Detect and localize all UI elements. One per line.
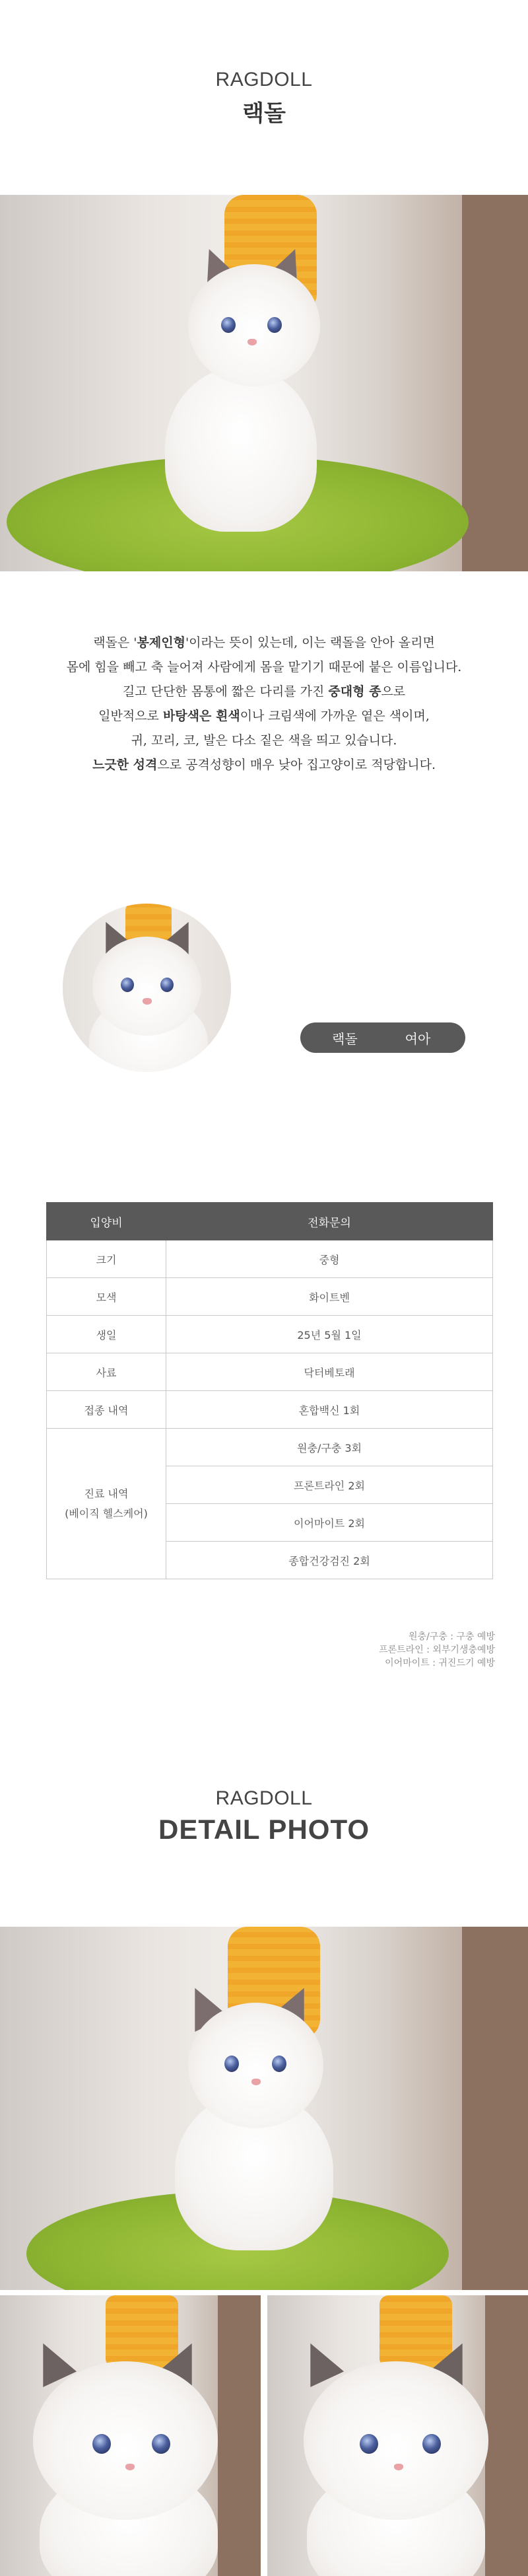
description-text: 랙돌은 ' bbox=[93, 635, 137, 650]
row-label: 사료 bbox=[47, 1353, 166, 1391]
description-line bbox=[0, 704, 528, 729]
description-line bbox=[0, 631, 528, 655]
hero-cat-photo bbox=[0, 195, 528, 571]
row-value: 혼합백신 1회 bbox=[166, 1391, 493, 1429]
description-emphasis: 바탕색은 흰색 bbox=[162, 709, 240, 723]
care-item: 원충/구충 3회 bbox=[166, 1429, 493, 1466]
description-text: 귀, 꼬리, 코, 발은 다소 짙은 색을 띄고 있습니다. bbox=[131, 733, 397, 748]
breed-description bbox=[0, 631, 528, 777]
header-kor-title: 랙돌 bbox=[242, 100, 286, 127]
sex-label: 여아 bbox=[405, 1030, 431, 1047]
description-text: 이나 크림색에 가까운 옅은 색이며, bbox=[240, 709, 430, 723]
breed-label: 랙돌 bbox=[332, 1030, 358, 1047]
care-history-title: 진료 내역 bbox=[84, 1487, 129, 1500]
table-row bbox=[47, 1240, 493, 1278]
description-line bbox=[0, 729, 528, 753]
detail-photo-left bbox=[0, 2295, 261, 2576]
detail-photo-header bbox=[0, 1787, 528, 1845]
profile-cat-photo bbox=[63, 904, 231, 1072]
row-label: 크기 bbox=[47, 1240, 166, 1278]
row-value: 중형 bbox=[166, 1240, 493, 1278]
row-value: 화이트벤 bbox=[166, 1278, 493, 1316]
row-label: 생일 bbox=[47, 1316, 166, 1353]
care-item: 프론트라인 2회 bbox=[166, 1466, 493, 1504]
description-line bbox=[0, 655, 528, 680]
table-row bbox=[47, 1316, 493, 1353]
note-line: 프론트라인 : 외부기생충예방 bbox=[379, 1645, 495, 1655]
adoption-fee-value: 전화문의 bbox=[166, 1203, 493, 1240]
detail-eng-small: RAGDOLL bbox=[215, 1787, 313, 1809]
description-text: 몸에 힘을 빼고 축 늘어져 사람에게 몸을 맡기기 때문에 붙은 이름입니다. bbox=[66, 660, 462, 674]
table-row bbox=[47, 1429, 493, 1466]
description-emphasis: 느긋한 성격 bbox=[92, 758, 158, 772]
description-text: 으로 공격성향이 매우 낮아 집고양이로 적당합니다. bbox=[157, 758, 436, 772]
care-history-subtitle: (베이직 헬스케어) bbox=[65, 1507, 148, 1520]
description-line bbox=[0, 753, 528, 777]
table-row bbox=[47, 1353, 493, 1391]
description-text: 일반적으로 bbox=[98, 709, 163, 723]
row-value: 25년 5월 1일 bbox=[166, 1316, 493, 1353]
description-text: 으로 bbox=[381, 684, 406, 699]
row-label: 접종 내역 bbox=[47, 1391, 166, 1429]
table-row bbox=[47, 1278, 493, 1316]
care-history-label bbox=[47, 1429, 166, 1579]
page-header bbox=[0, 69, 528, 127]
detail-eng-big: DETAIL PHOTO bbox=[158, 1814, 370, 1845]
header-eng-title: RAGDOLL bbox=[215, 69, 313, 90]
note-line: 이어마이트 : 귀진드기 예방 bbox=[385, 1658, 495, 1668]
detail-photo-main bbox=[0, 1927, 528, 2290]
row-value: 닥터베토래 bbox=[166, 1353, 493, 1391]
description-emphasis: 봉제인형 bbox=[137, 635, 185, 650]
breed-sex-badge bbox=[300, 1022, 465, 1053]
description-emphasis: 중대형 종 bbox=[328, 684, 381, 699]
row-label: 모색 bbox=[47, 1278, 166, 1316]
note-line: 원충/구충 : 구충 예방 bbox=[409, 1631, 495, 1642]
table-row bbox=[47, 1391, 493, 1429]
care-item: 종합건강검진 2회 bbox=[166, 1542, 493, 1579]
table-header-row bbox=[47, 1203, 493, 1240]
description-text: 길고 단단한 몸통에 짧은 다리를 가진 bbox=[122, 684, 329, 699]
description-text: '이라는 뜻이 있는데, 이는 랙돌을 안아 올리면 bbox=[185, 635, 435, 650]
adoption-info-table bbox=[46, 1202, 493, 1579]
adoption-fee-label: 입양비 bbox=[47, 1203, 166, 1240]
detail-photo-right bbox=[267, 2295, 528, 2576]
care-item: 이어마이트 2회 bbox=[166, 1504, 493, 1542]
description-line bbox=[0, 680, 528, 704]
care-notes bbox=[379, 1630, 495, 1670]
